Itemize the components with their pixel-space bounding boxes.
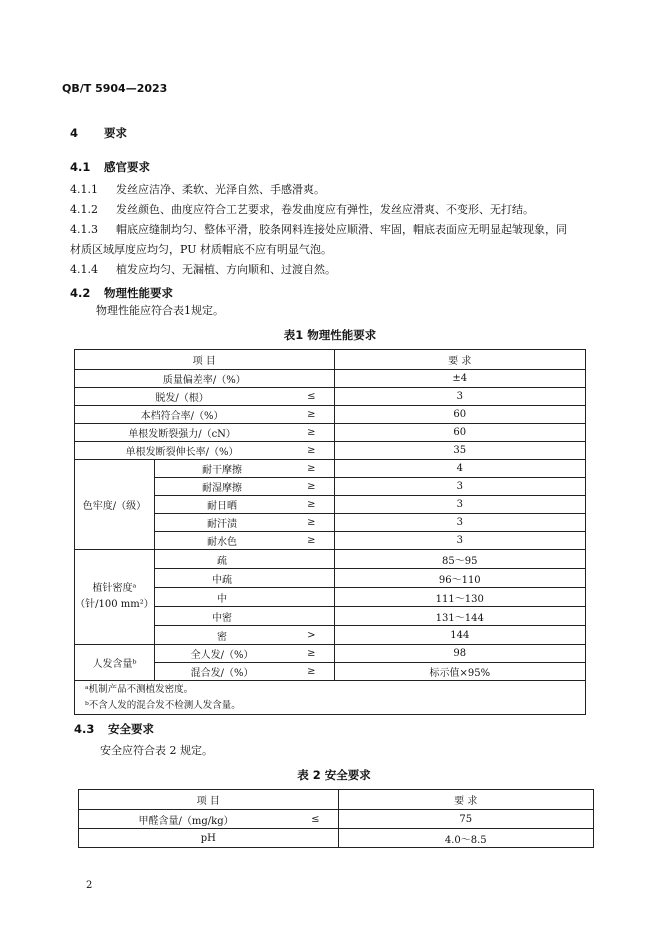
symbol-cell: ≥ (289, 645, 334, 663)
header-requirement: 要 求 (338, 790, 593, 810)
item-cell: pH (79, 829, 339, 848)
table-row (75, 424, 586, 442)
symbol-cell: ≤ (293, 810, 338, 829)
symbol-cell: ≥ (289, 663, 334, 681)
table-row (75, 550, 586, 569)
symbol-cell (289, 588, 334, 607)
clause-4-1-3 (70, 220, 610, 240)
clause-text: 发丝应洁净、柔软、光泽自然、手感滑爽。 (116, 183, 325, 196)
clause-number: 4.1.2 (70, 203, 98, 216)
symbol-cell: ≥ (289, 442, 334, 460)
section-4-3-intro: 安全应符合表 2 规定。 (100, 744, 213, 757)
table-header-row (79, 790, 594, 810)
requirement-cell: 96～110 (334, 569, 585, 588)
symbol-cell: ≥ (289, 496, 334, 514)
physical-properties-table (74, 349, 586, 715)
requirement-cell: 60 (334, 424, 585, 442)
section-title: 要求 (104, 126, 127, 140)
table-row (79, 810, 594, 829)
requirement-cell: 131～144 (334, 607, 585, 626)
clause-4-1-1 (70, 180, 610, 200)
table-row (75, 370, 586, 388)
symbol-cell: ≤ (289, 388, 334, 406)
symbol-cell: ≥ (289, 406, 334, 424)
requirement-cell: 4 (334, 460, 585, 478)
section-4-1-heading (70, 159, 150, 175)
safety-table (78, 789, 594, 848)
clause-number: 4.1.3 (70, 223, 98, 236)
clause-4-1-4 (70, 260, 610, 280)
color-fastness-label: 色牢度/（级） (75, 460, 155, 550)
item-cell: 耐湿摩擦 (154, 478, 289, 496)
section-4-1-clauses (70, 180, 610, 280)
requirement-cell: 35 (334, 442, 585, 460)
item-cell: 中 (154, 588, 289, 607)
section-number: 4.3 (74, 722, 95, 736)
item-cell: 本档符合率/（%） (75, 406, 290, 424)
requirement-cell: 3 (334, 478, 585, 496)
table-row (75, 460, 586, 478)
item-cell: 全人发/（%） (154, 645, 289, 663)
table-header-row (75, 350, 586, 370)
section-number: 4 (70, 126, 79, 140)
symbol-cell (289, 569, 334, 588)
table-notes-row (75, 681, 586, 715)
requirement-cell: ±4 (334, 370, 585, 388)
human-hair-content-label: 人发含量ᵇ (75, 645, 155, 681)
clause-text: 帽底应缝制均匀、整体平滑，胶条网料连接处应顺滑、牢固，帽底表面应无明显起皱现象，同 (116, 223, 567, 236)
standard-number: QB/T 5904—2023 (62, 82, 168, 95)
table-row (75, 388, 586, 406)
section-title: 物理性能要求 (104, 286, 173, 300)
page-number: 2 (86, 880, 93, 891)
header-item: 项 目 (75, 350, 335, 370)
table-row (79, 829, 594, 848)
section-4-2-intro: 物理性能应符合表1规定。 (96, 304, 224, 317)
requirement-cell: 75 (338, 810, 593, 829)
table-notes (75, 681, 586, 715)
item-cell: 混合发/（%） (154, 663, 289, 681)
clause-number: 4.1.1 (70, 183, 98, 196)
symbol-cell: > (289, 626, 334, 645)
requirement-cell: 3 (334, 532, 585, 550)
item-cell: 耐干摩擦 (154, 460, 289, 478)
symbol-cell: ≥ (289, 478, 334, 496)
requirement-cell: 144 (334, 626, 585, 645)
symbol-cell (289, 550, 334, 569)
section-4-3-heading (74, 721, 154, 737)
table-row (75, 442, 586, 460)
symbol-cell (289, 607, 334, 626)
section-4-heading (70, 125, 127, 141)
item-cell: 脱发/（根） (75, 388, 290, 406)
item-cell: 单根发断裂伸长率/（%） (75, 442, 290, 460)
item-cell: 耐水色 (154, 532, 289, 550)
header-requirement: 要 求 (334, 350, 585, 370)
table-caption: 表 2 安全要求 (297, 768, 371, 782)
clause-4-1-3-continued: 材质区域厚度应均匀，PU 材质帽底不应有明显气泡。 (70, 243, 332, 256)
item-cell: 甲醛含量/（mg/kg） (79, 810, 294, 829)
table2-caption (74, 767, 594, 783)
requirement-cell: 3 (334, 388, 585, 406)
requirement-cell: 60 (334, 406, 585, 424)
clause-text: 发丝颜色、曲度应符合工艺要求，卷发曲度应有弹性，发丝应滑爽、不变形、无打结。 (116, 203, 534, 216)
item-cell: 耐汗渍 (154, 514, 289, 532)
footnote-a: ᵃ机制产品不测植发密度。 (85, 683, 194, 695)
item-cell: 密 (154, 626, 289, 645)
header-item: 项 目 (79, 790, 339, 810)
label-line: （针/100 mm²） (75, 599, 154, 610)
table1-caption (70, 327, 590, 343)
symbol-cell: ≥ (289, 424, 334, 442)
requirement-cell: 标示值×95% (334, 663, 585, 681)
requirement-cell: 3 (334, 514, 585, 532)
label-line: 植针密度ᵃ (92, 583, 137, 594)
section-title: 感官要求 (104, 160, 150, 174)
section-title: 安全要求 (108, 722, 154, 736)
item-cell: 质量偏差率/（%） (75, 370, 335, 388)
table-row (75, 406, 586, 424)
requirement-cell: 4.0～8.5 (338, 829, 593, 848)
item-cell: 疏 (154, 550, 289, 569)
symbol-cell: ≥ (289, 514, 334, 532)
requirement-cell: 3 (334, 496, 585, 514)
clause-4-1-2 (70, 200, 610, 220)
needle-density-label (75, 550, 155, 645)
clause-number: 4.1.4 (70, 263, 98, 276)
footnote-b: ᵇ不含人发的混合发不检测人发含量。 (85, 699, 241, 711)
requirement-cell: 111～130 (334, 588, 585, 607)
section-number: 4.1 (70, 160, 91, 174)
requirement-cell: 85～95 (334, 550, 585, 569)
requirement-cell: 98 (334, 645, 585, 663)
table-caption: 表1 物理性能要求 (283, 328, 377, 342)
clause-text: 植发应均匀、无漏植、方向顺和、过渡自然。 (116, 263, 336, 276)
item-cell: 中密 (154, 607, 289, 626)
item-cell: 单根发断裂强力/（cN） (75, 424, 290, 442)
item-cell: 中疏 (154, 569, 289, 588)
symbol-cell: ≥ (289, 460, 334, 478)
symbol-cell: ≥ (289, 532, 334, 550)
section-4-2-heading (70, 285, 173, 301)
section-number: 4.2 (70, 286, 91, 300)
item-cell: 耐日晒 (154, 496, 289, 514)
table-row (75, 645, 586, 663)
